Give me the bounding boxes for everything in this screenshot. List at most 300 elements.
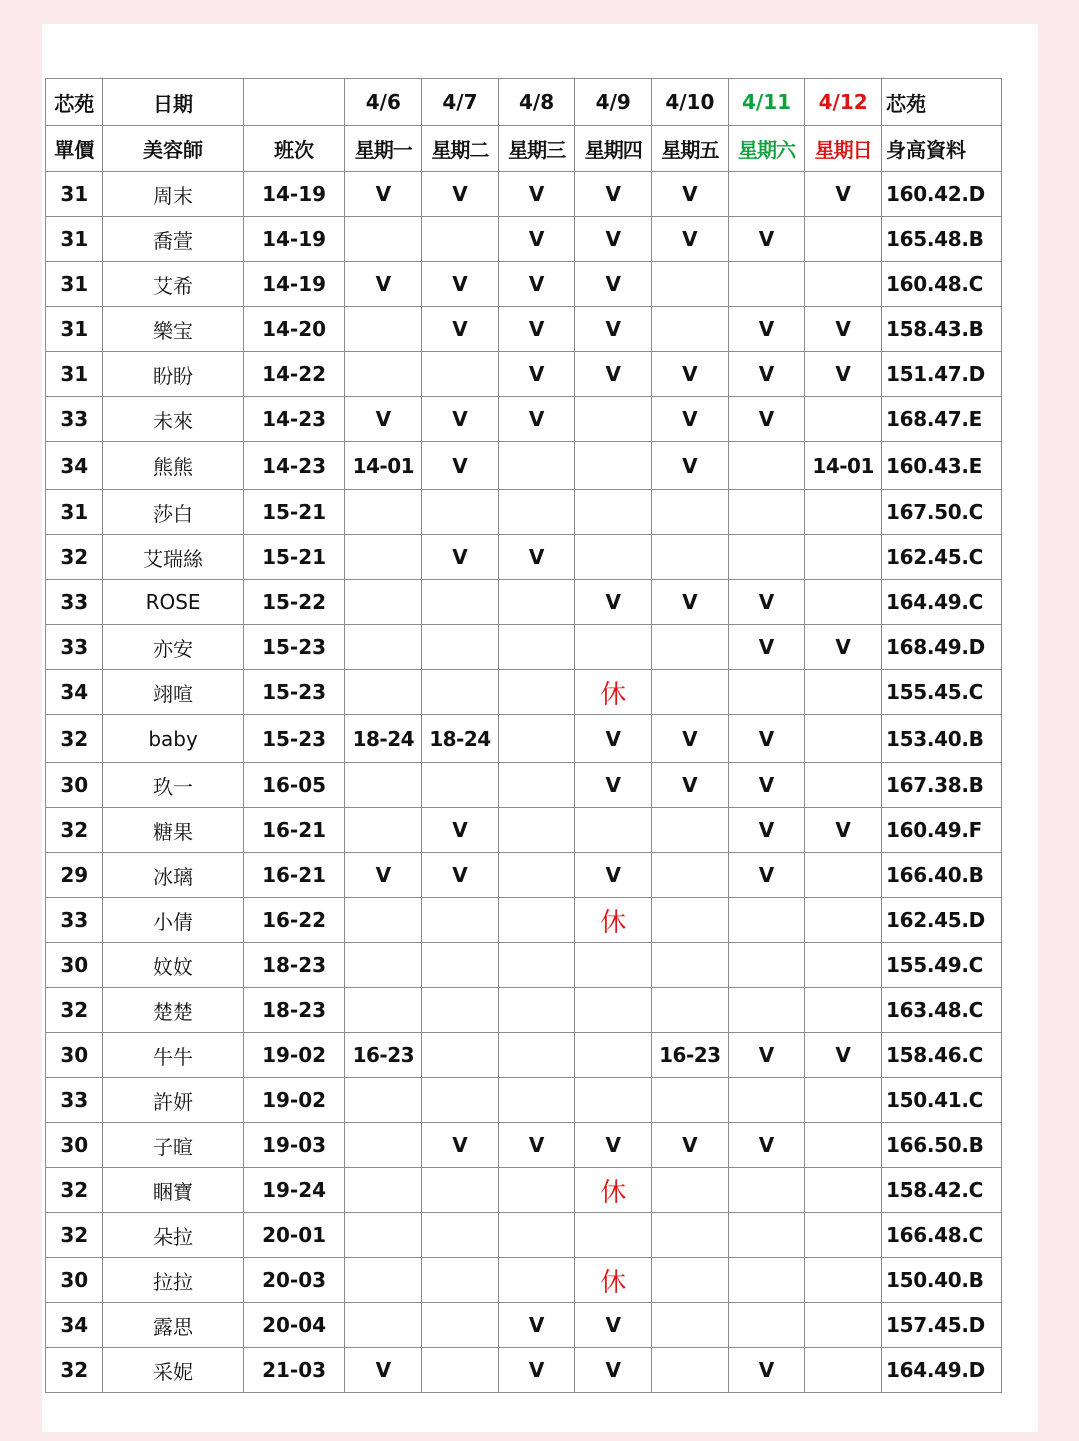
schedule-cell <box>422 988 499 1033</box>
beautician-label: 美容師 <box>103 126 243 172</box>
shift-cell: 15-21 <box>243 490 345 535</box>
shift-cell: 19-03 <box>243 1123 345 1168</box>
schedule-cell: V <box>422 853 499 898</box>
schedule-cell: V <box>575 580 652 625</box>
schedule-cell: V <box>498 535 575 580</box>
table-row <box>46 490 1002 535</box>
schedule-cell: V <box>728 307 805 352</box>
schedule-cell: V <box>652 442 729 490</box>
schedule-cell <box>805 262 882 307</box>
height-data-cell: 164.49.D <box>881 1348 1001 1393</box>
schedule-cell <box>805 1303 882 1348</box>
date-header: 4/11 <box>728 79 805 126</box>
schedule-cell <box>652 670 729 715</box>
date-header: 4/12 <box>805 79 882 126</box>
schedule-cell: 休 <box>575 670 652 715</box>
schedule-cell: V <box>728 808 805 853</box>
table-row <box>46 442 1002 490</box>
shift-cell: 14-20 <box>243 307 345 352</box>
shift-cell: 19-02 <box>243 1033 345 1078</box>
price-cell: 34 <box>46 442 103 490</box>
height-data-cell: 164.49.C <box>881 580 1001 625</box>
date-header: 4/9 <box>575 79 652 126</box>
schedule-cell <box>652 490 729 535</box>
schedule-cell <box>345 352 422 397</box>
schedule-cell: V <box>498 217 575 262</box>
schedule-cell: V <box>498 307 575 352</box>
schedule-cell: V <box>652 715 729 763</box>
brand-label: 芯苑 <box>881 79 1001 126</box>
price-cell: 33 <box>46 580 103 625</box>
height-data-cell: 168.47.E <box>881 397 1001 442</box>
schedule-cell <box>575 397 652 442</box>
table-row <box>46 397 1002 442</box>
schedule-body <box>46 79 1002 1393</box>
schedule-cell <box>805 535 882 580</box>
shift-cell: 14-23 <box>243 442 345 490</box>
table-row <box>46 988 1002 1033</box>
schedule-cell: V <box>498 1303 575 1348</box>
height-data-cell: 166.40.B <box>881 853 1001 898</box>
weekday-header: 星期六 <box>728 126 805 172</box>
schedule-cell: V <box>728 1033 805 1078</box>
schedule-cell: V <box>498 1123 575 1168</box>
price-cell: 30 <box>46 943 103 988</box>
schedule-cell <box>652 988 729 1033</box>
weekday-header: 星期一 <box>345 126 422 172</box>
schedule-cell <box>652 1078 729 1123</box>
beautician-name: 喬萱 <box>103 217 243 262</box>
price-cell: 30 <box>46 1123 103 1168</box>
schedule-cell <box>652 625 729 670</box>
shift-cell: 15-23 <box>243 625 345 670</box>
table-row <box>46 580 1002 625</box>
date-header: 4/10 <box>652 79 729 126</box>
table-row <box>46 943 1002 988</box>
schedule-cell <box>652 943 729 988</box>
schedule-cell: 休 <box>575 1168 652 1213</box>
schedule-cell <box>345 490 422 535</box>
table-row <box>46 535 1002 580</box>
schedule-cell: V <box>728 217 805 262</box>
schedule-cell <box>345 580 422 625</box>
schedule-cell <box>422 1033 499 1078</box>
schedule-cell <box>498 442 575 490</box>
schedule-cell <box>805 580 882 625</box>
table-row <box>46 1258 1002 1303</box>
schedule-cell <box>652 853 729 898</box>
schedule-cell: V <box>728 580 805 625</box>
table-row <box>46 1033 1002 1078</box>
height-data-cell: 160.43.E <box>881 442 1001 490</box>
schedule-cell <box>805 217 882 262</box>
table-row <box>46 853 1002 898</box>
table-row <box>46 715 1002 763</box>
height-data-cell: 162.45.C <box>881 535 1001 580</box>
beautician-name: 采妮 <box>103 1348 243 1393</box>
schedule-cell <box>498 808 575 853</box>
schedule-cell <box>728 172 805 217</box>
schedule-cell <box>805 763 882 808</box>
schedule-cell <box>652 307 729 352</box>
schedule-cell: V <box>805 172 882 217</box>
price-cell: 34 <box>46 670 103 715</box>
beautician-name: baby <box>103 715 243 763</box>
shift-cell: 14-19 <box>243 172 345 217</box>
schedule-cell: V <box>728 715 805 763</box>
header-row-labels <box>46 126 1002 172</box>
schedule-cell <box>728 1258 805 1303</box>
schedule-cell <box>422 625 499 670</box>
date-header: 4/7 <box>422 79 499 126</box>
schedule-cell <box>652 1168 729 1213</box>
schedule-cell <box>498 670 575 715</box>
schedule-cell <box>422 352 499 397</box>
schedule-cell <box>805 853 882 898</box>
schedule-cell <box>498 1033 575 1078</box>
schedule-cell: V <box>498 1348 575 1393</box>
schedule-cell: V <box>498 172 575 217</box>
price-label: 單價 <box>46 126 103 172</box>
schedule-cell: V <box>652 580 729 625</box>
schedule-cell <box>345 898 422 943</box>
shift-cell: 14-22 <box>243 352 345 397</box>
shift-cell: 18-23 <box>243 988 345 1033</box>
schedule-cell: V <box>422 307 499 352</box>
schedule-cell <box>422 490 499 535</box>
schedule-cell: V <box>805 808 882 853</box>
schedule-cell: V <box>728 763 805 808</box>
weekday-header: 星期四 <box>575 126 652 172</box>
schedule-cell <box>805 490 882 535</box>
schedule-cell <box>345 1123 422 1168</box>
schedule-cell <box>498 1258 575 1303</box>
beautician-name: 牛牛 <box>103 1033 243 1078</box>
schedule-cell: V <box>575 1123 652 1168</box>
schedule-cell <box>805 670 882 715</box>
schedule-cell <box>345 1168 422 1213</box>
shift-cell: 14-23 <box>243 397 345 442</box>
schedule-cell: V <box>345 853 422 898</box>
schedule-cell: 18-24 <box>345 715 422 763</box>
schedule-cell <box>345 625 422 670</box>
schedule-cell <box>728 670 805 715</box>
schedule-cell: V <box>805 352 882 397</box>
price-cell: 31 <box>46 307 103 352</box>
schedule-cell: V <box>575 172 652 217</box>
schedule-cell <box>805 988 882 1033</box>
schedule-cell <box>498 763 575 808</box>
price-cell: 33 <box>46 898 103 943</box>
shift-cell: 15-23 <box>243 670 345 715</box>
schedule-cell <box>805 943 882 988</box>
schedule-cell <box>805 715 882 763</box>
beautician-name: 許妍 <box>103 1078 243 1123</box>
price-cell: 31 <box>46 490 103 535</box>
schedule-cell: 休 <box>575 898 652 943</box>
height-data-cell: 168.49.D <box>881 625 1001 670</box>
empty-header-cell <box>243 79 345 126</box>
beautician-name: 亦安 <box>103 625 243 670</box>
price-cell: 29 <box>46 853 103 898</box>
schedule-cell: 休 <box>575 1258 652 1303</box>
table-row <box>46 625 1002 670</box>
schedule-cell: V <box>422 808 499 853</box>
beautician-name: 熊熊 <box>103 442 243 490</box>
height-data-cell: 160.42.D <box>881 172 1001 217</box>
shift-cell: 20-03 <box>243 1258 345 1303</box>
schedule-cell <box>805 1078 882 1123</box>
table-row <box>46 217 1002 262</box>
schedule-cell <box>422 898 499 943</box>
schedule-cell <box>498 1168 575 1213</box>
price-cell: 32 <box>46 715 103 763</box>
schedule-cell <box>345 1213 422 1258</box>
schedule-cell: V <box>345 262 422 307</box>
schedule-cell <box>652 262 729 307</box>
schedule-cell <box>805 1348 882 1393</box>
schedule-cell: V <box>575 307 652 352</box>
beautician-name: 莎白 <box>103 490 243 535</box>
schedule-cell: V <box>575 853 652 898</box>
schedule-cell <box>728 442 805 490</box>
price-cell: 33 <box>46 397 103 442</box>
price-cell: 30 <box>46 1258 103 1303</box>
schedule-cell <box>498 625 575 670</box>
height-data-cell: 151.47.D <box>881 352 1001 397</box>
height-data-cell: 163.48.C <box>881 988 1001 1033</box>
beautician-name: 糖果 <box>103 808 243 853</box>
schedule-cell <box>422 1303 499 1348</box>
schedule-cell: V <box>728 853 805 898</box>
shift-cell: 14-19 <box>243 217 345 262</box>
schedule-cell <box>422 580 499 625</box>
schedule-cell: V <box>345 172 422 217</box>
schedule-cell <box>345 670 422 715</box>
shift-cell: 20-04 <box>243 1303 345 1348</box>
schedule-cell <box>345 808 422 853</box>
schedule-cell <box>728 1078 805 1123</box>
height-data-cell: 166.48.C <box>881 1213 1001 1258</box>
schedule-cell: V <box>652 763 729 808</box>
schedule-cell: V <box>498 397 575 442</box>
schedule-cell <box>575 442 652 490</box>
header-row-dates <box>46 79 1002 126</box>
shift-cell: 16-22 <box>243 898 345 943</box>
schedule-cell: V <box>422 397 499 442</box>
corner-brand: 芯苑 <box>46 79 103 126</box>
beautician-name: 翊喧 <box>103 670 243 715</box>
schedule-cell: 14-01 <box>345 442 422 490</box>
price-cell: 31 <box>46 172 103 217</box>
shift-cell: 19-24 <box>243 1168 345 1213</box>
schedule-sheet <box>42 24 1038 1432</box>
schedule-cell <box>652 898 729 943</box>
price-cell: 31 <box>46 262 103 307</box>
schedule-cell <box>728 1213 805 1258</box>
schedule-cell <box>422 670 499 715</box>
date-header: 4/8 <box>498 79 575 126</box>
schedule-cell <box>345 763 422 808</box>
height-data-cell: 150.41.C <box>881 1078 1001 1123</box>
schedule-cell <box>652 535 729 580</box>
beautician-name: 樂宝 <box>103 307 243 352</box>
height-data-cell: 155.49.C <box>881 943 1001 988</box>
schedule-cell: V <box>728 352 805 397</box>
beautician-name: 冰璃 <box>103 853 243 898</box>
table-row <box>46 1123 1002 1168</box>
schedule-cell <box>728 988 805 1033</box>
shift-cell: 16-21 <box>243 808 345 853</box>
schedule-cell: V <box>575 715 652 763</box>
price-cell: 33 <box>46 625 103 670</box>
height-data-cell: 158.46.C <box>881 1033 1001 1078</box>
schedule-cell <box>805 1168 882 1213</box>
table-row <box>46 763 1002 808</box>
schedule-cell: V <box>575 217 652 262</box>
schedule-cell <box>422 1258 499 1303</box>
schedule-cell <box>498 490 575 535</box>
schedule-cell <box>805 1213 882 1258</box>
schedule-cell <box>345 535 422 580</box>
schedule-cell: V <box>575 262 652 307</box>
beautician-name: 周末 <box>103 172 243 217</box>
price-cell: 31 <box>46 352 103 397</box>
height-data-cell: 165.48.B <box>881 217 1001 262</box>
date-label: 日期 <box>103 79 243 126</box>
beautician-name: 妏妏 <box>103 943 243 988</box>
beautician-name: 睏寶 <box>103 1168 243 1213</box>
schedule-cell: V <box>575 763 652 808</box>
schedule-cell <box>345 217 422 262</box>
schedule-cell <box>652 808 729 853</box>
schedule-cell <box>345 1258 422 1303</box>
schedule-cell <box>575 1078 652 1123</box>
schedule-cell <box>805 397 882 442</box>
schedule-cell: V <box>422 1123 499 1168</box>
table-row <box>46 172 1002 217</box>
schedule-cell <box>422 1213 499 1258</box>
schedule-cell <box>575 490 652 535</box>
beautician-name: 楚楚 <box>103 988 243 1033</box>
schedule-cell <box>575 625 652 670</box>
schedule-cell <box>728 1168 805 1213</box>
schedule-cell <box>805 1123 882 1168</box>
schedule-cell: V <box>652 217 729 262</box>
schedule-cell <box>345 1078 422 1123</box>
schedule-cell: V <box>575 1303 652 1348</box>
weekday-header: 星期二 <box>422 126 499 172</box>
height-data-cell: 166.50.B <box>881 1123 1001 1168</box>
schedule-cell: V <box>422 172 499 217</box>
schedule-cell <box>498 580 575 625</box>
weekday-header: 星期三 <box>498 126 575 172</box>
beautician-name: 艾瑞絲 <box>103 535 243 580</box>
schedule-cell <box>728 943 805 988</box>
price-cell: 32 <box>46 1348 103 1393</box>
schedule-cell: V <box>422 442 499 490</box>
schedule-cell <box>575 535 652 580</box>
schedule-cell <box>345 1303 422 1348</box>
price-cell: 32 <box>46 808 103 853</box>
schedule-cell: V <box>652 1123 729 1168</box>
schedule-cell <box>652 1348 729 1393</box>
schedule-cell <box>422 1348 499 1393</box>
schedule-cell <box>652 1303 729 1348</box>
schedule-cell <box>728 490 805 535</box>
beautician-name: 盼盼 <box>103 352 243 397</box>
beautician-name: 朵拉 <box>103 1213 243 1258</box>
schedule-cell <box>422 763 499 808</box>
table-row <box>46 808 1002 853</box>
shift-cell: 19-02 <box>243 1078 345 1123</box>
schedule-cell <box>728 1303 805 1348</box>
schedule-cell: V <box>575 352 652 397</box>
schedule-cell: V <box>805 625 882 670</box>
beautician-name: 子暄 <box>103 1123 243 1168</box>
table-row <box>46 670 1002 715</box>
schedule-cell: V <box>345 1348 422 1393</box>
price-cell: 30 <box>46 1033 103 1078</box>
table-row <box>46 1078 1002 1123</box>
schedule-cell <box>498 988 575 1033</box>
height-data-cell: 160.48.C <box>881 262 1001 307</box>
schedule-cell: V <box>652 352 729 397</box>
schedule-cell <box>728 898 805 943</box>
shift-cell: 15-22 <box>243 580 345 625</box>
beautician-name: 小倩 <box>103 898 243 943</box>
height-data-cell: 158.42.C <box>881 1168 1001 1213</box>
schedule-cell <box>575 1033 652 1078</box>
schedule-cell <box>498 943 575 988</box>
table-row <box>46 352 1002 397</box>
schedule-cell <box>422 943 499 988</box>
schedule-cell <box>652 1213 729 1258</box>
schedule-cell <box>728 262 805 307</box>
height-data-cell: 160.49.F <box>881 808 1001 853</box>
schedule-cell <box>498 1213 575 1258</box>
schedule-cell: V <box>728 1123 805 1168</box>
schedule-cell <box>575 988 652 1033</box>
schedule-cell: V <box>805 307 882 352</box>
price-cell: 31 <box>46 217 103 262</box>
shift-cell: 16-21 <box>243 853 345 898</box>
schedule-cell <box>498 715 575 763</box>
table-row <box>46 1303 1002 1348</box>
schedule-cell <box>498 1078 575 1123</box>
table-row <box>46 262 1002 307</box>
schedule-cell: 16-23 <box>652 1033 729 1078</box>
schedule-cell <box>345 307 422 352</box>
beautician-name: 未來 <box>103 397 243 442</box>
shift-label: 班次 <box>243 126 345 172</box>
schedule-cell: V <box>728 397 805 442</box>
shift-cell: 15-21 <box>243 535 345 580</box>
beautician-name: ROSE <box>103 580 243 625</box>
price-cell: 32 <box>46 988 103 1033</box>
height-data-cell: 158.43.B <box>881 307 1001 352</box>
shift-cell: 20-01 <box>243 1213 345 1258</box>
schedule-cell <box>422 217 499 262</box>
weekday-header: 星期五 <box>652 126 729 172</box>
schedule-cell <box>345 943 422 988</box>
height-data-cell: 162.45.D <box>881 898 1001 943</box>
table-row <box>46 898 1002 943</box>
schedule-cell <box>575 1213 652 1258</box>
schedule-cell: 14-01 <box>805 442 882 490</box>
schedule-cell <box>422 1078 499 1123</box>
height-data-cell: 155.45.C <box>881 670 1001 715</box>
